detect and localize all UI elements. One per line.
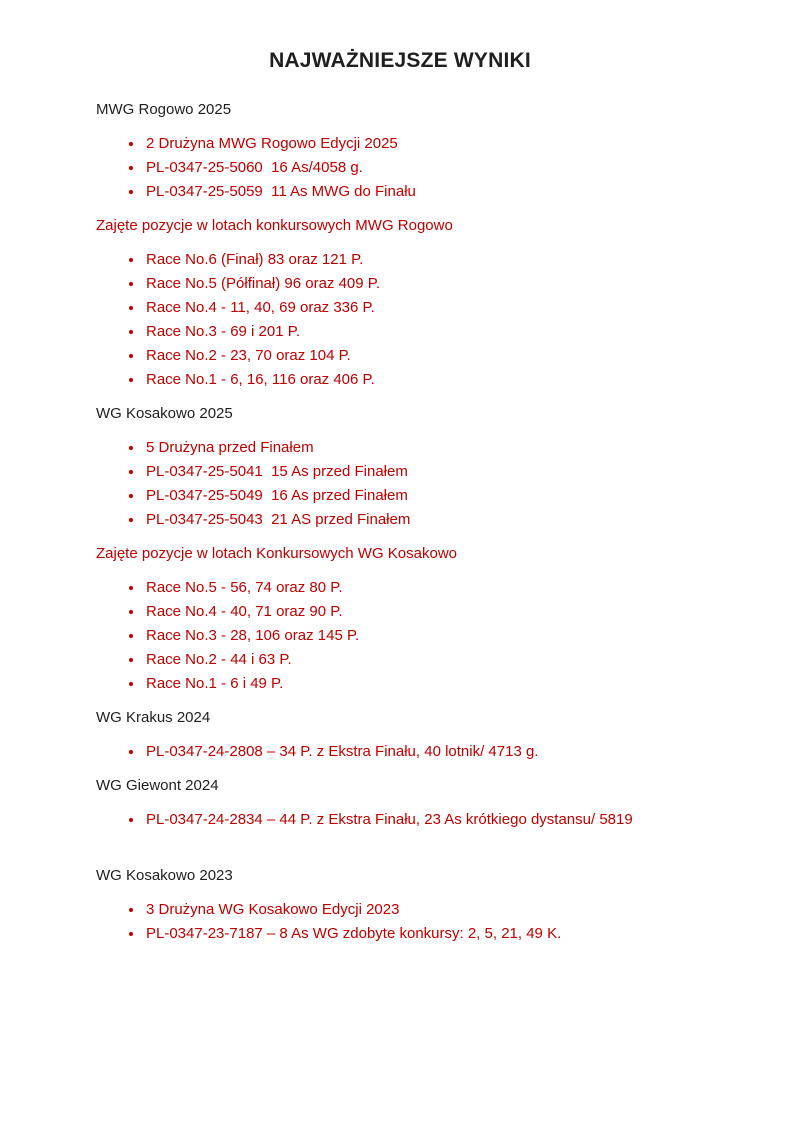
bullet-item: • Race No.3 - 28, 106 oraz 145 P.: [144, 624, 704, 648]
document-content: [96, 98, 704, 946]
bullet-item: • Race No.6 (Finał) 83 oraz 121 P.: [144, 248, 704, 272]
bullet-item: • Race No.1 - 6, 16, 116 oraz 406 P.: [144, 368, 704, 392]
bullet-item: • 3 Drużyna WG Kosakowo Edycji 2023: [144, 898, 704, 922]
section-heading: MWG Rogowo 2025: [96, 101, 232, 118]
section-heading: WG Krakus 2024: [96, 709, 211, 726]
bullet-item: • 5 Drużyna przed Finałem: [144, 436, 704, 460]
bullet-item: • PL-0347-23-7187 – 8 As WG zdobyte konkursy: 2, 5, 21, 49 K.: [144, 922, 704, 946]
bullet-item: • PL-0347-25-5060 16 As/4058 g.: [144, 156, 704, 180]
bullet-list: [96, 808, 704, 832]
bullet-item: • PL-0347-25-5043 21 AS przed Finałem: [144, 508, 704, 532]
bullet-list: [96, 740, 704, 764]
section-heading: WG Giewont 2024: [96, 777, 219, 794]
bullet-item: • Race No.1 - 6 i 49 P.: [144, 672, 704, 696]
bullet-item: • PL-0347-25-5049 16 As przed Finałem: [144, 484, 704, 508]
bullet-item: • Race No.2 - 23, 70 oraz 104 P.: [144, 344, 704, 368]
bullet-item: • Race No.4 - 11, 40, 69 oraz 336 P.: [144, 296, 704, 320]
page-title: NAJWAŻNIEJSZE WYNIKI: [269, 49, 531, 72]
bullet-item: • Race No.5 (Półfinał) 96 oraz 409 P.: [144, 272, 704, 296]
section-heading: Zajęte pozycje w lotach konkursowych MWG Rogowo: [96, 217, 453, 234]
bullet-item: • PL-0347-25-5059 11 As MWG do Finału: [144, 180, 704, 204]
bullet-item: • PL-0347-25-5041 15 As przed Finałem: [144, 460, 704, 484]
bullet-list: [96, 576, 704, 696]
section-heading: WG Kosakowo 2025: [96, 405, 233, 422]
bullet-list: [96, 898, 704, 946]
bullet-list: [96, 436, 704, 532]
bullet-item: • 2 Drużyna MWG Rogowo Edycji 2025: [144, 132, 704, 156]
bullet-item: • PL-0347-24-2834 – 44 P. z Ekstra Finału, 23 As krótkiego dystansu/ 5819: [144, 808, 704, 832]
section-heading: Zajęte pozycje w lotach Konkursowych WG Kosakowo: [96, 545, 457, 562]
bullet-item: • Race No.3 - 69 i 201 P.: [144, 320, 704, 344]
section-heading: WG Kosakowo 2023: [96, 867, 233, 884]
bullet-item: • PL-0347-24-2808 – 34 P. z Ekstra Finału, 40 lotnik/ 4713 g.: [144, 740, 704, 764]
bullet-item: • Race No.5 - 56, 74 oraz 80 P.: [144, 576, 704, 600]
bullet-list: [96, 248, 704, 392]
bullet-item: • Race No.4 - 40, 71 oraz 90 P.: [144, 600, 704, 624]
bullet-list: [96, 132, 704, 204]
bullet-item: • Race No.2 - 44 i 63 P.: [144, 648, 704, 672]
